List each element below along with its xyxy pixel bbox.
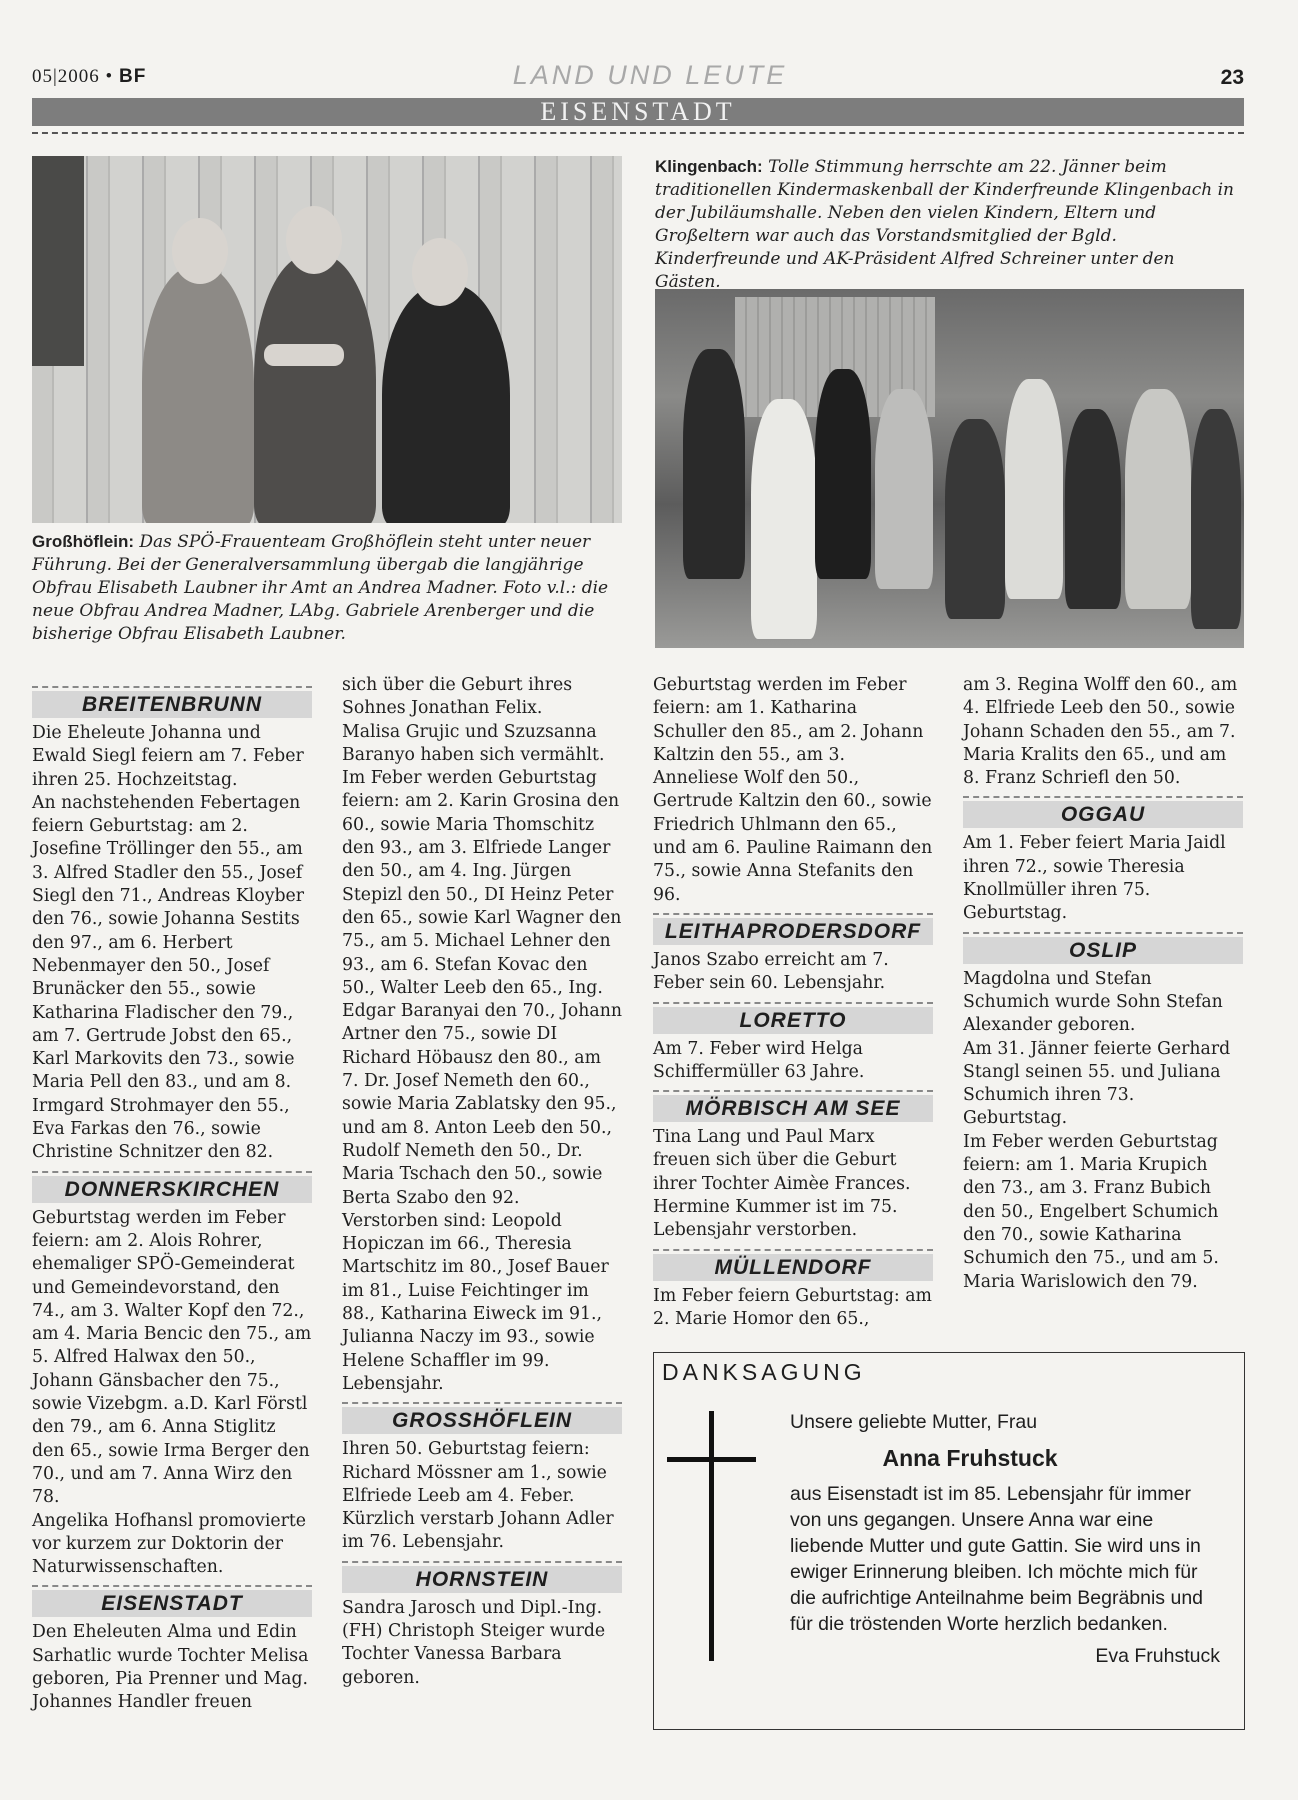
paragraph: Sandra Jarosch und Dipl.-Ing. (FH) Christoph Steiger wurde Tochter Vanessa Barbara geboren.: [342, 1597, 606, 1688]
photo-kid-7: [1065, 409, 1121, 609]
paragraph: Im Feber feiern Geburtstag: am 2. Marie Homor den 65.,: [653, 1285, 932, 1329]
paragraph: Verstorben sind: Leopold Hopiczan im 66., Theresia Martschitz im 80., Josef Bauer im 81., Luise Feichtinger im 88., Katharina Eiweck im 91., Julianna Naczy im 93., sowie Helene Schaffler im 99. Lebensjahr.: [342, 1210, 609, 1394]
section-heading: [342, 1402, 622, 1434]
section-title: LAND UND LEUTE: [512, 60, 788, 90]
section-heading: [963, 796, 1243, 828]
section-heading: [653, 1002, 933, 1034]
paragraph: am 3. Regina Wolff den 60., am 4. Elfriede Leeb den 50., sowie Johann Schaden den 55., am 7. Maria Kralits den 65., und am 8. Franz Schriefl den 50.: [963, 675, 1238, 789]
section-title-leithaprodersdorf: LEITHAPRODERSDORF: [653, 918, 933, 945]
paragraph: Am 7. Feber wird Helga Schiffermüller 63 Jahre.: [653, 1038, 865, 1082]
paragraph: Janos Szabo erreicht am 7. Feber sein 60. Lebensjahr.: [653, 949, 889, 994]
danksagung-intro: Unsere geliebte Mutter, Frau: [790, 1411, 1038, 1433]
photo-kid-4: [875, 389, 933, 589]
section-heading: [32, 1171, 312, 1203]
paragraph: Geburtstag werden im Feber feiern: am 2. Alois Rohrer, ehemaliger SPÖ-Gemeinderat und Gemeindevorstand, den 74., am 3. Walter Kopf den 72., am 4. Maria Bencic den 75., am 5. Alfred Halwax den 50., Johann Gänsbacher den 75., sowie Vizebgm. a.D. Karl Förstl den 79., am 6. Anna Stiglitz den 65., sowie Irma Berger den 70., und am 7. Anna Wirz den 78.: [32, 1207, 312, 1508]
section-title-eisenstadt: EISENSTADT: [32, 1590, 312, 1617]
photo-klingenbach: [655, 289, 1244, 648]
photo-kid-8: [1125, 389, 1191, 609]
photo-grosshoeflein: [32, 156, 622, 523]
photo-dark-wall: [32, 156, 84, 366]
caption-place: Großhöflein:: [32, 532, 134, 551]
section-title-breitenbrunn: BREITENBRUNN: [32, 691, 312, 718]
caption-klingenbach: [655, 155, 1244, 294]
column-2: [342, 674, 622, 1690]
photo-person-middle: [254, 254, 376, 523]
section-heading: [963, 932, 1243, 964]
page-number: 23: [1220, 66, 1244, 89]
section-title-moerbisch: MÖRBISCH AM SEE: [653, 1095, 933, 1122]
section-heading: [653, 1249, 933, 1281]
region-bar: [32, 98, 1244, 126]
photo-kid-2: [751, 399, 817, 639]
section-title-oggau: OGGAU: [963, 801, 1243, 828]
photo-head-middle: [286, 206, 342, 274]
issue-date: 05|2006 •: [32, 66, 114, 87]
paragraph: sich über die Geburt ihres Sohnes Jonathan Felix.: [342, 675, 573, 719]
paragraph: Hermine Kummer ist im 75. Lebensjahr verstorben.: [653, 1197, 898, 1241]
caption-text: Tolle Stimmung herrschte am 22. Jänner beim traditionellen Kindermaskenball der Kinderfreunde Klingenbach in der Jubiläumshalle. Neben den vielen Kindern, Eltern und Großeltern war auch das Vorstandsmitglied der Bgld. Kinderfreunde und AK-Präsident Alfred Schreiner unter den Gästen.: [655, 157, 1234, 292]
photo-handshake: [264, 344, 344, 366]
column-1: [32, 680, 312, 1715]
cross-icon: [709, 1411, 714, 1661]
section-title-oslip: OSLIP: [963, 937, 1243, 964]
section-title-hornstein: HORNSTEIN: [342, 1566, 622, 1593]
paragraph: Kürzlich verstarb Johann Adler im 76. Lebensjahr.: [342, 1509, 614, 1553]
paragraph: Angelika Hofhansl promovierte vor kurzem zur Doktorin der Naturwissenschaften.: [32, 1510, 307, 1578]
paragraph: Den Eheleuten Alma und Edin Sarhatlic wurde Tochter Melisa geboren, Pia Prenner und Mag. Johannes Handler freuen: [32, 1622, 309, 1713]
photo-kid-9: [1191, 409, 1241, 629]
paragraph: Ihren 50. Geburtstag feiern: Richard Mössner am 1., sowie Elfriede Leeb am 4. Feber.: [342, 1439, 607, 1506]
section-title-donnerskirchen: DONNERSKIRCHEN: [32, 1176, 312, 1203]
danksagung-title: DANKSAGUNG: [662, 1359, 866, 1385]
caption-text: Das SPÖ-Frauenteam Großhöflein steht unter neuer Führung. Bei der Generalversammlung übergab die langjährige Obfrau Elisabeth Laubner ihr Amt an Andrea Madner. Foto v.l.: die neue Obfrau Andrea Madner, LAbg. Gabriele Arenberger und die bisherige Obfrau Elisabeth Laubner.: [32, 532, 609, 644]
photo-person-right: [382, 284, 510, 523]
paragraph: Am 31. Jänner feierte Gerhard Stangl seinen 55. und Juliana Schumich ihren 73. Geburtstag.: [963, 1038, 1231, 1129]
deceased-name: Anna Fruhstuck: [882, 1445, 1058, 1471]
section-title-loretto: LORETTO: [653, 1007, 933, 1034]
paragraph: Die Eheleute Johanna und Ewald Siegl feiern am 7. Feber ihren 25. Hochzeitstag.: [32, 723, 304, 790]
paragraph: Magdolna und Stefan Schumich wurde Sohn Stefan Alexander geboren.: [963, 968, 1223, 1036]
paragraph: Am 1. Feber feiert Maria Jaidl ihren 72., sowie Theresia Knollmüller ihren 75. Geburtstag.: [963, 833, 1226, 924]
photo-person-left: [142, 266, 254, 523]
paragraph: Tina Lang und Paul Marx freuen sich über die Geburt ihrer Tochter Aimèe Frances.: [653, 1127, 911, 1194]
section-heading: [342, 1561, 622, 1593]
section-heading: [653, 1090, 933, 1122]
paragraph: Malisa Grujic und Szuzsanna Baranyo haben sich vermählt.: [342, 721, 605, 765]
paragraph: An nachstehenden Febertagen feiern Geburtstag: am 2. Josefine Tröllinger den 55., am 3. Alfred Stadler den 55., Josef Siegl den 71., Andreas Kloyber den 76., sowie Johanna Sestits den 97., am 6. Herbert Nebenmayer den 50., Josef Brunäcker den 55., sowie Katharina Fladischer den 79., am 7. Gertrude Jobst den 65., Karl Markovits den 73., sowie Maria Pell den 83., und am 8. Irmgard Strohmayer den 55., Eva Farkas den 76., sowie Christine Schnitzer den 82.: [32, 792, 305, 1163]
paragraph: Im Feber werden Geburtstag feiern: am 2. Karin Grosina den 60., sowie Maria Thomschitz den 93., am 3. Elfriede Langer den 50., am 4. Ing. Jürgen Stepizl den 50., DI Heinz Peter den 65., sowie Karl Wagner den 75., am 5. Michael Lehner den 93., am 6. Stefan Kovac den 50., Walter Leeb den 65., Ing. Edgar Baranyai den 70., Johann Artner den 75., sowie DI Richard Höbausz den 80., am 7. Dr. Josef Nemeth den 60., sowie Maria Zablatsky den 95., und am 8. Anton Leeb den 50., Rudolf Nemeth den 50., Dr. Maria Tschach den 50., sowie Berta Szabo den 92.: [342, 768, 622, 1208]
region-label: EISENSTADT: [540, 97, 736, 126]
photo-kid-1: [683, 349, 745, 579]
section-heading: [32, 686, 312, 718]
danksagung-signature: Eva Fruhstuck: [1095, 1645, 1220, 1667]
section-title-grosshoeflein: GROSSHÖFLEIN: [342, 1407, 622, 1434]
caption-place: Klingenbach:: [655, 157, 763, 176]
caption-grosshoeflein: [32, 530, 622, 646]
section-title-muellendorf: MÜLLENDORF: [653, 1254, 933, 1281]
column-3: [653, 674, 933, 1331]
photo-kid-6: [1005, 379, 1063, 599]
section-heading: [653, 913, 933, 945]
photo-kid-5: [945, 419, 1005, 619]
column-4: [963, 674, 1243, 1294]
brand-label: BF: [118, 66, 147, 87]
danksagung-text: [790, 1409, 1220, 1669]
paragraph: Im Feber werden Geburtstag feiern: am 1. Maria Krupich den 73., am 3. Franz Bubich den 50., Engelbert Schumich den 70., sowie Katharina Schumich den 75., und am 5. Maria Warislowich den 79.: [963, 1131, 1219, 1292]
photo-kid-3: [815, 369, 871, 579]
header-divider: [32, 132, 1244, 134]
photo-head-right: [412, 238, 468, 306]
paragraph: Geburtstag werden im Feber feiern: am 1. Katharina Schuller den 85., am 2. Johann Kaltzin den 55., am 3. Anneliese Wolf den 50., Gertrude Kaltzin den 60., sowie Friedrich Uhlmann den 65., und am 6. Pauline Raimann den 75., sowie Anna Stefanits den 96.: [653, 675, 933, 905]
section-heading: [32, 1585, 312, 1617]
issue-info: [32, 66, 146, 88]
photo-head-left: [172, 218, 228, 284]
danksagung-body: aus Eisenstadt ist im 85. Lebensjahr für immer von uns gegangen. Unsere Anna war eine liebende Mutter und gute Gattin. Sie wird uns in ewiger Erinnerung bleiben. Ich möchte mich für die aufrichtige Anteilnahme beim Begräbnis und für die tröstenden Worte herzlich bedanken.: [790, 1483, 1204, 1635]
danksagung-box: [653, 1352, 1245, 1730]
